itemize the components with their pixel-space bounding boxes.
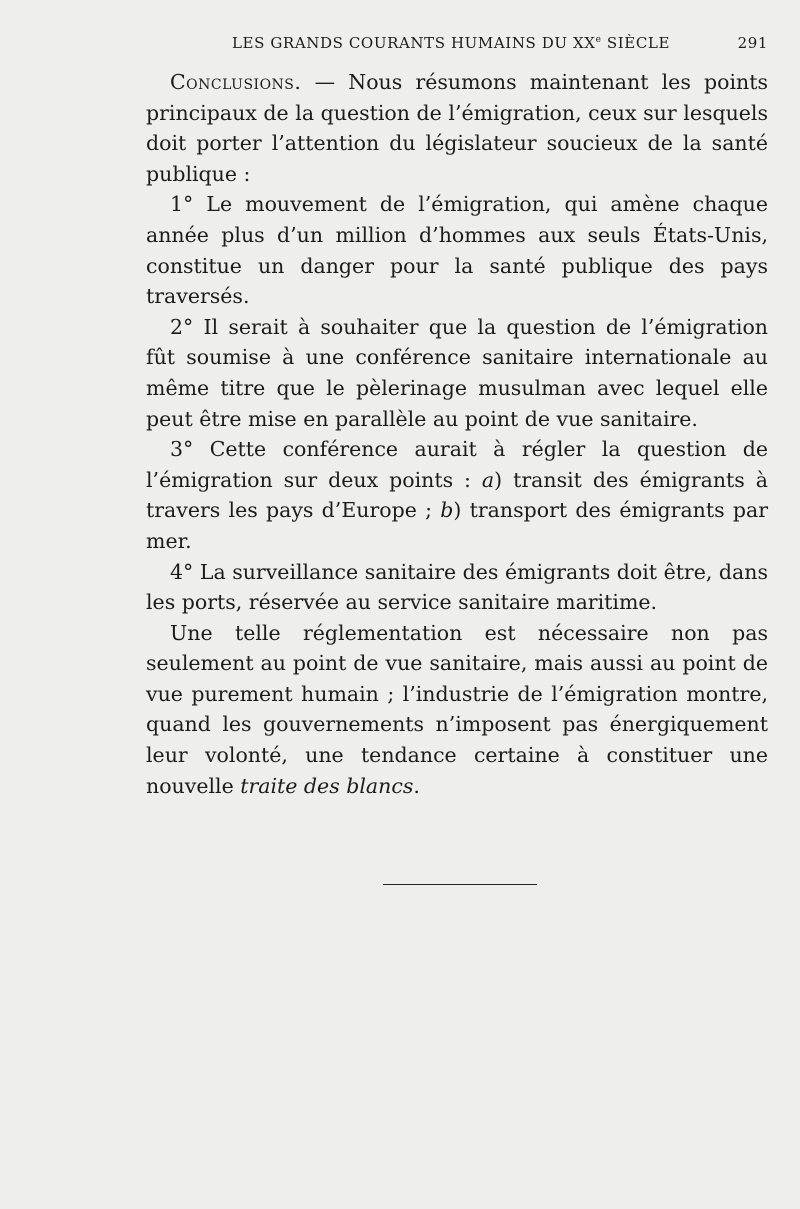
running-head-title — [232, 34, 670, 52]
conclusions-text: — Nous résumons maintenant les points principaux de la question de l’émigration, ceux sur lesquels doit porter l’attention du législateur soucieux de la santé publique : — [146, 70, 768, 186]
closing-end: . — [413, 773, 420, 798]
point-3-text-transit: ) transit des émigrants à travers les pays d’Europe ; — [146, 467, 768, 523]
running-head-title-superscript: e — [595, 35, 602, 45]
point-paragraph-1: 1° Le mouvement de l’émigration, qui amène chaque année plus d’un million d’hommes aux seuls États-Unis, constitue un danger pour la santé publique des pays traversés. — [146, 192, 768, 309]
running-head-title-main: LES GRANDS COURANTS HUMAINS DU XX — [232, 34, 596, 52]
point-paragraph-4: 4° La surveillance sanitaire des émigrants doit être, dans les ports, réservée au service sanitaire maritime. — [146, 559, 768, 615]
conclusions-paragraph — [146, 67, 768, 189]
point-paragraph-3 — [146, 434, 768, 556]
closing-italic-phrase: traite des blancs — [240, 773, 414, 798]
point-paragraph-2: 2° Il serait à souhaiter que la question de l’émigration fût soumise à une conférence sanitaire internationale au même titre que le pèlerinage musulman avec lequel elle peut être mise en parallèle au point de vue sanitaire. — [146, 314, 768, 431]
running-head — [232, 34, 768, 56]
page-number: 291 — [737, 34, 768, 52]
closing-paragraph — [146, 618, 768, 802]
point-3-text: 3° Cette conférence aurait à régler la question de l’émigration sur deux points : — [146, 437, 768, 492]
closing-text: Une telle réglementation est nécessaire non pas seulement au point de vue sanitaire, mais aussi au point de vue purement humain ; l’industrie de l’émigration montre, quand les gouvernements n’imposent pas énergiquement leur volonté, une tendance certaine à constituer une nouvelle — [146, 620, 768, 798]
running-head-title-end: SIÈCLE — [601, 34, 671, 52]
point-3-marker-b: b — [440, 498, 454, 523]
section-end-rule — [383, 884, 537, 885]
point-3-marker-a: a — [481, 467, 495, 492]
conclusions-label: Conclusions. — [170, 70, 302, 94]
body-text — [146, 67, 768, 801]
point-3-text-transport: ) transport des émigrants par mer. — [146, 498, 769, 553]
